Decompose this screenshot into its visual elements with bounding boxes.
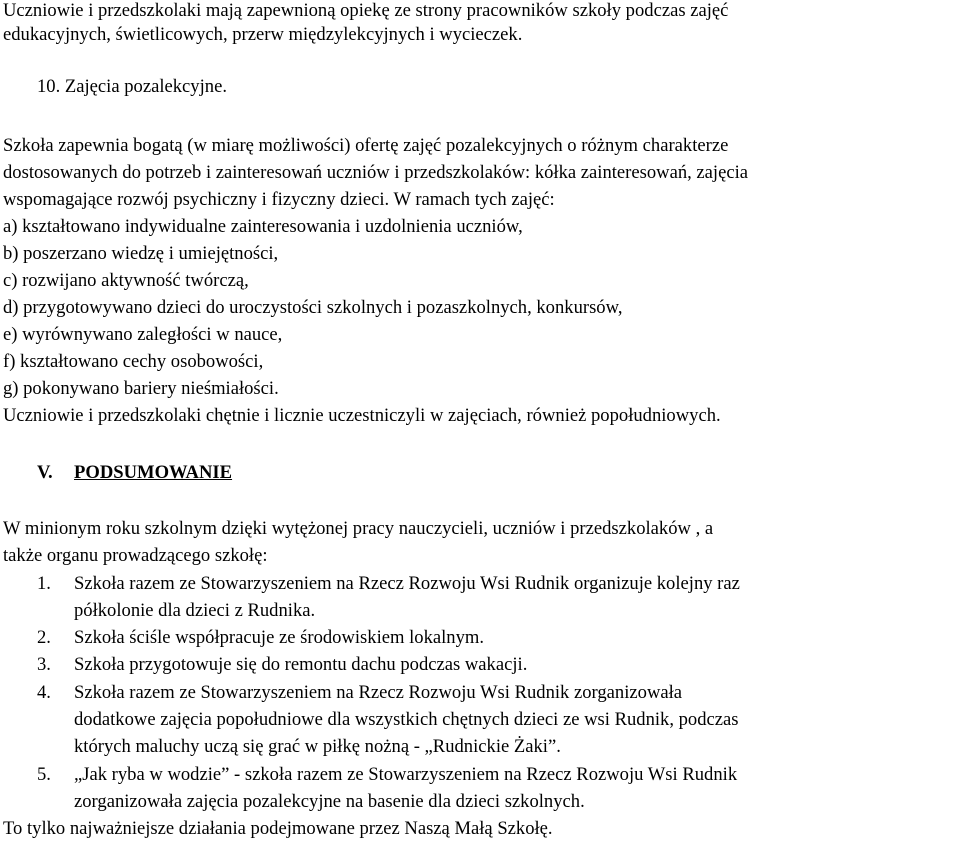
section-v-closing: To tylko najważniejsze działania podejmowane przez Naszą Małą Szkołę. bbox=[3, 818, 553, 839]
list-number-1: 1. bbox=[37, 573, 51, 594]
section-10-intro-line-1: Szkoła zapewnia bogatą (w miarę możliwości) ofertę zajęć pozalekcyjnych o różnym charakterze bbox=[3, 135, 729, 156]
section-10-item-e: e) wyrównywano zaległości w nauce, bbox=[3, 324, 283, 345]
section-10-item-a: a) kształtowano indywidualne zainteresowania i uzdolnienia uczniów, bbox=[3, 216, 523, 237]
section-10-intro-line-3: wspomagające rozwój psychiczny i fizyczny dzieci. W ramach tych zajęć: bbox=[3, 189, 555, 210]
list-item-4-line-1: Szkoła razem ze Stowarzyszeniem na Rzecz Rozwoju Wsi Rudnik zorganizowała bbox=[74, 682, 683, 703]
list-number-2: 2. bbox=[37, 627, 51, 648]
section-v-roman: V. bbox=[37, 462, 53, 483]
section-10-item-d: d) przygotowywano dzieci do uroczystości szkolnych i pozaszkolnych, konkursów, bbox=[3, 297, 623, 318]
section-v-title: PODSUMOWANIE bbox=[74, 462, 233, 483]
list-item-1-line-1: Szkoła razem ze Stowarzyszeniem na Rzecz Rozwoju Wsi Rudnik organizuje kolejny raz bbox=[74, 573, 740, 594]
list-item-1-line-2: półkolonie dla dzieci z Rudnika. bbox=[74, 600, 316, 621]
top-paragraph-line-1: Uczniowie i przedszkolaki mają zapewnioną opiekę ze strony pracowników szkoły podczas zajęć bbox=[3, 0, 729, 21]
section-v-intro-line-2: także organu prowadzącego szkołę: bbox=[3, 545, 268, 566]
section-10-item-c: c) rozwijano aktywność twórczą, bbox=[3, 270, 249, 291]
list-item-4-line-2: dodatkowe zajęcia popołudniowe dla wszystkich chętnych dzieci ze wsi Rudnik, podczas bbox=[74, 709, 739, 730]
section-10-intro-line-2: dostosowanych do potrzeb i zainteresowań uczniów i przedszkolaków: kółka zainteresowań, zajęcia bbox=[3, 162, 749, 183]
section-10-closing: Uczniowie i przedszkolaki chętnie i licznie uczestniczyli w zajęciach, również popołudniowych. bbox=[3, 405, 721, 426]
section-10-item-g: g) pokonywano bariery nieśmiałości. bbox=[3, 378, 279, 399]
list-number-3: 3. bbox=[37, 654, 51, 675]
section-10-item-f: f) kształtowano cechy osobowości, bbox=[3, 351, 264, 372]
list-item-5-line-2: zorganizowała zajęcia pozalekcyjne na basenie dla dzieci szkolnych. bbox=[74, 791, 585, 812]
list-item-4-line-3: których maluchy uczą się grać w piłkę nożną - „Rudnickie Żaki”. bbox=[74, 736, 561, 757]
list-item-2-line-1: Szkoła ściśle współpracuje ze środowiskiem lokalnym. bbox=[74, 627, 485, 648]
list-number-5: 5. bbox=[37, 764, 51, 785]
section-v-intro-line-1: W minionym roku szkolnym dzięki wytężonej pracy nauczycieli, uczniów i przedszkolaków , a bbox=[3, 518, 714, 539]
top-paragraph-line-2: edukacyjnych, świetlicowych, przerw międzylekcyjnych i wycieczek. bbox=[3, 24, 523, 45]
section-10-item-b: b) poszerzano wiedzę i umiejętności, bbox=[3, 243, 279, 264]
list-number-4: 4. bbox=[37, 682, 51, 703]
list-item-5-line-1: „Jak ryba w wodzie” - szkoła razem ze Stowarzyszeniem na Rzecz Rozwoju Wsi Rudnik bbox=[74, 764, 738, 785]
list-item-3-line-1: Szkoła przygotowuje się do remontu dachu podczas wakacji. bbox=[74, 654, 528, 675]
section-10-heading: 10. Zajęcia pozalekcyjne. bbox=[37, 76, 227, 97]
